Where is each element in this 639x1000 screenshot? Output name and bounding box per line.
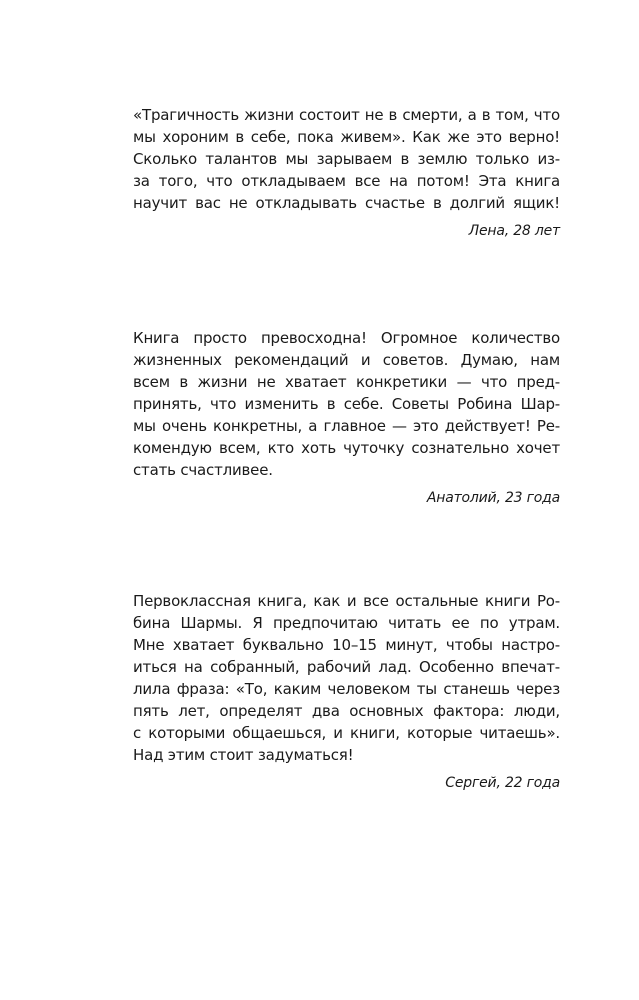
review-text (133, 590, 560, 766)
review-block (133, 104, 560, 241)
review-line: Книга просто превосходна! Огромное количество (133, 329, 560, 347)
review-text (133, 327, 560, 481)
review-line: лила фраза: «То, каким человеком ты станешь через (133, 680, 560, 698)
review-line: с которыми общаешься, и книги, которые читаешь». (133, 724, 560, 742)
review-author: Лена, 28 лет (468, 223, 560, 239)
review-line: всем в жизни не хватает конкретики — что пред- (133, 373, 560, 391)
review-line: мы хороним в себе, пока живем». Как же это верно! (133, 128, 560, 146)
review-line: Мне хватает буквально 10–15 минут, чтобы настро- (133, 636, 560, 654)
review-line: жизненных рекомендаций и советов. Думаю, нам (133, 351, 560, 369)
review-block (133, 327, 560, 508)
review-line: Сколько талантов мы зарываем в землю только из- (133, 150, 560, 168)
review-block (133, 590, 560, 793)
review-line: стать счастливее. (133, 461, 273, 479)
review-author: Сергей, 22 года (445, 775, 560, 791)
review-line: мы очень конкретны, а главное — это действует! Ре- (133, 417, 560, 435)
review-text (133, 104, 560, 214)
review-line: Первоклассная книга, как и все остальные книги Ро- (133, 592, 560, 610)
review-line: комендую всем, кто хоть чуточку сознательно хочет (133, 439, 560, 457)
review-line: бина Шармы. Я предпочитаю читать ее по утрам. (133, 614, 560, 632)
review-line: иться на собранный, рабочий лад. Особенно впечат- (133, 658, 560, 676)
review-line: принять, что изменить в себе. Советы Робина Шар- (133, 395, 560, 413)
review-author: Анатолий, 23 года (426, 490, 560, 506)
review-line: пять лет, определят два основных фактора: люди, (133, 702, 560, 720)
review-line: «Трагичность жизни состоит не в смерти, а в том, что (133, 106, 560, 124)
review-line: научит вас не откладывать счастье в долгий ящик! (133, 194, 560, 212)
review-line: Над этим стоит задуматься! (133, 746, 354, 764)
review-line: за того, что откладываем все на потом! Эта книга (133, 172, 560, 190)
